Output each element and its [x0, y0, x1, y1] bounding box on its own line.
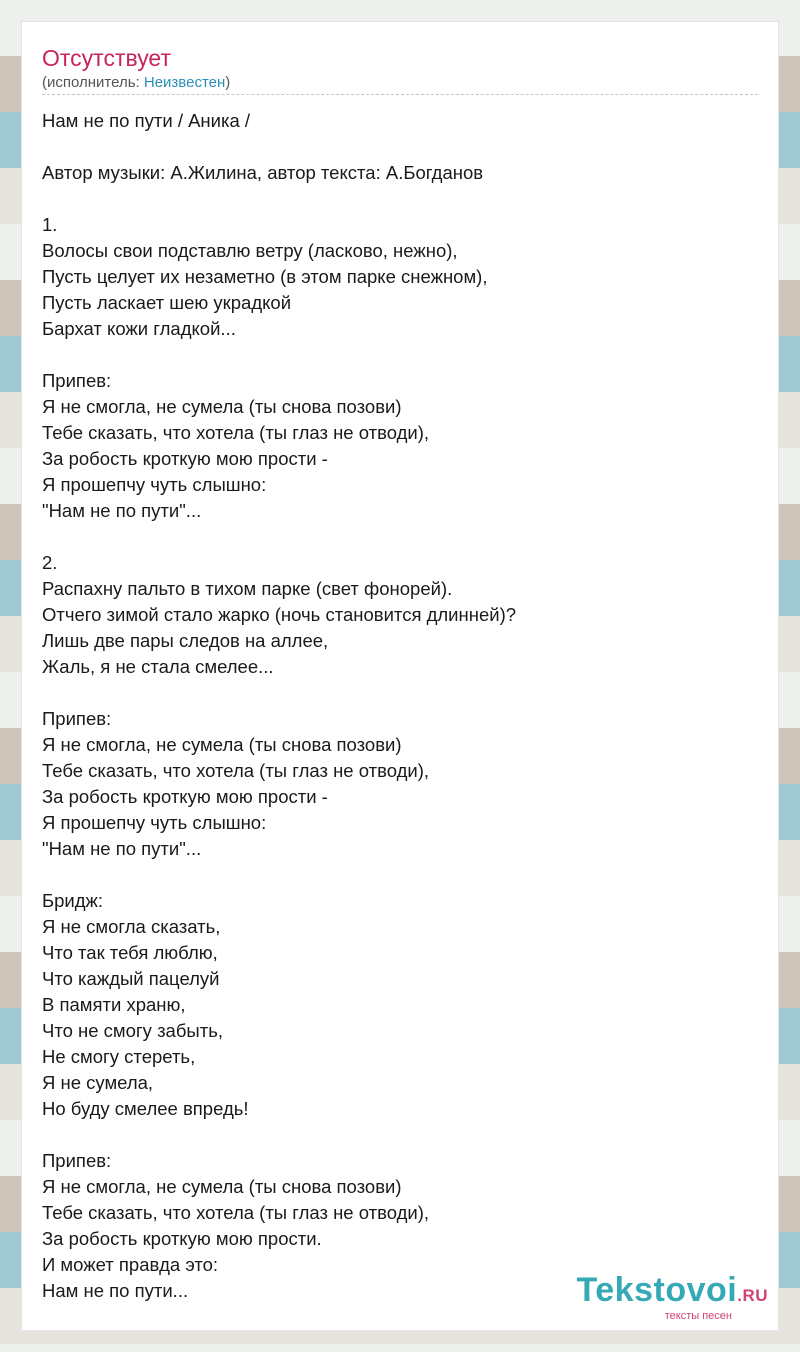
song-header — [42, 44, 758, 95]
lyric-line: "Нам не по пути"... — [42, 838, 202, 859]
lyric-line: Я не смогла, не сумела (ты снова позови) — [42, 396, 402, 417]
lyric-line: Я не смогла сказать, — [42, 916, 221, 937]
lyric-line: Тебе сказать, что хотела (ты глаз не отводи), — [42, 422, 430, 443]
lyric-line: Я не сумела, — [42, 1072, 154, 1093]
lyric-line: Я прошепчу чуть слышно: — [42, 812, 267, 833]
performer-prefix: (исполнитель: — [42, 74, 144, 91]
lyric-line: Я не смогла, не сумела (ты снова позови) — [42, 1176, 402, 1197]
performer-line — [42, 74, 758, 95]
lyric-line — [42, 524, 758, 550]
lyric-line: Лишь две пары следов на аллее, — [42, 630, 329, 651]
logo-tagline: тексты песен — [664, 1310, 732, 1322]
lyric-line: Припев: — [42, 1150, 112, 1171]
lyric-line: За робость кроткую мою прости - — [42, 448, 328, 469]
lyrics-card — [22, 22, 778, 1330]
lyric-line — [42, 186, 758, 212]
lyric-line: 1. — [42, 214, 58, 235]
lyric-line: Тебе сказать, что хотела (ты глаз не отводи), — [42, 1202, 430, 1223]
logo-tld: .RU — [737, 1286, 768, 1305]
lyric-line: Отчего зимой стало жарко (ночь становится длинней)? — [42, 604, 517, 625]
lyrics-text — [42, 108, 758, 1304]
logo-name: Tekstovoi — [576, 1271, 738, 1309]
lyric-line — [42, 134, 758, 160]
lyric-line: Я не смогла, не сумела (ты снова позови) — [42, 734, 402, 755]
lyric-line: Жаль, я не стала смелее... — [42, 656, 274, 677]
lyric-line: Бархат кожи гладкой... — [42, 318, 236, 339]
performer-link[interactable]: Неизвестен — [143, 74, 226, 91]
lyric-line: Автор музыки: А.Жилина, автор текста: А.Богданов — [42, 162, 484, 183]
lyric-line: Тебе сказать, что хотела (ты глаз не отводи), — [42, 760, 430, 781]
lyric-line: Нам не по пути / Аника / — [42, 110, 251, 131]
lyric-line: За робость кроткую мою прости. — [42, 1228, 322, 1249]
lyric-line: В памяти храню, — [42, 994, 186, 1015]
lyric-line: И может правда это: — [42, 1254, 219, 1275]
lyric-line: "Нам не по пути"... — [42, 500, 202, 521]
performer-suffix: ) — [225, 74, 231, 91]
lyric-line: Припев: — [42, 708, 112, 729]
lyric-line — [42, 862, 758, 888]
lyric-line: Но буду смелее впредь! — [42, 1098, 249, 1119]
lyric-line: Я прошепчу чуть слышно: — [42, 474, 267, 495]
lyric-line: Что так тебя люблю, — [42, 942, 218, 963]
song-title: Отсутствует — [42, 45, 171, 71]
lyric-line: 2. — [42, 552, 58, 573]
lyric-line: Пусть целует их незаметно (в этом парке снежном), — [42, 266, 488, 287]
lyric-line: Нам не по пути... — [42, 1280, 189, 1301]
lyric-line — [42, 1122, 758, 1148]
lyric-line — [42, 342, 758, 368]
lyric-line: Пусть ласкает шею украдкой — [42, 292, 292, 313]
lyric-line: Что каждый пацелуй — [42, 968, 220, 989]
lyric-line — [42, 680, 758, 706]
lyric-line: Распахну пальто в тихом парке (свет фонорей). — [42, 578, 453, 599]
lyric-line: Припев: — [42, 370, 112, 391]
lyric-line: Не смогу стереть, — [42, 1046, 196, 1067]
lyric-line: Что не смогу забыть, — [42, 1020, 223, 1041]
lyric-line: Волосы свои подставлю ветру (ласково, нежно), — [42, 240, 458, 261]
site-logo[interactable] — [577, 1273, 768, 1322]
lyric-line: Бридж: — [42, 890, 104, 911]
lyric-line: За робость кроткую мою прости - — [42, 786, 328, 807]
